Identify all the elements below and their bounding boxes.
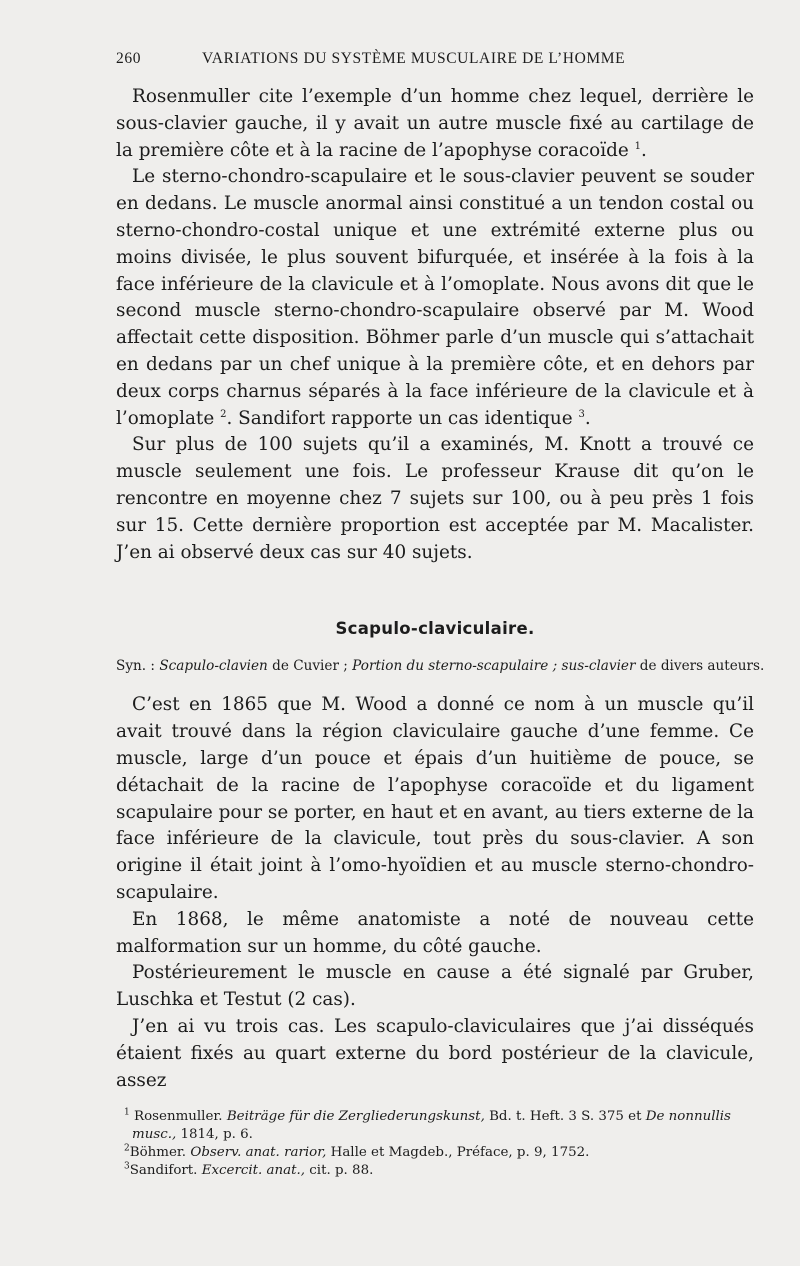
- footnote-work: Observ. anat. rarior,: [190, 1145, 327, 1161]
- syn-text: de divers auteurs.: [635, 658, 765, 675]
- footnote-ref: 1: [634, 140, 641, 152]
- page-number: 260: [116, 50, 142, 67]
- section-title: Scapulo-claviculaire.: [335, 619, 535, 639]
- footnote: [116, 1144, 754, 1162]
- footnote-text: Halle et Magdeb., Préface, p. 9, 1752.: [326, 1145, 590, 1161]
- syn-label: Syn. :: [116, 658, 155, 675]
- footnote: [116, 1162, 754, 1180]
- footnote-number: 1: [124, 1107, 130, 1118]
- paragraph-text: Rosenmuller cite l’exemple d’un homme chez lequel, derrière le sous-clavier gauche, il y avait un autre muscle fixé au cartilage de la première côte et à la racine de l’apophyse coracoïde: [116, 86, 754, 161]
- paragraph-knott: Sur plus de 100 sujets qu’il a examinés, M. Knott a trouvé ce muscle seulement une fois. Le professeur Krause dit qu’on le rencontre en moyenne chez 7 sujets sur 100, ou à peu près 1 fois sur 15. Cette dernière proportion est acceptée par M. Macalister. J’en ai observé deux cas sur 40 sujets.: [116, 434, 754, 563]
- paragraph-wood-1865: C’est en 1865 que M. Wood a donné ce nom à un muscle qu’il avait trouvé dans la région claviculaire gauche d’une femme. Ce muscle, large d’un pouce et épais d’un huitième de pouce, se détachait de la racine de l’apophyse coracoïde et du ligament scapulaire pour se porter, en haut et en avant, au tiers externe de la face inférieure de la clavicule, tout près du sous-clavier. A son origine il était joint à l’omo-hyoïdien et au muscle sterno-chondro-scapulaire.: [116, 694, 754, 903]
- paragraph-sterno-chondro: [116, 164, 754, 432]
- footnote-ref: 3: [578, 408, 585, 420]
- footnote-number: 3: [124, 1161, 130, 1172]
- syn-term: Portion du sterno-scapulaire ; sus-clavier: [352, 658, 636, 675]
- footnote-text: Bd. t. Heft. 3 S. 375 et: [484, 1109, 646, 1125]
- footnote-number: 2: [124, 1143, 130, 1154]
- syn-text: de Cuvier ;: [267, 658, 353, 675]
- paragraph-1868: En 1868, le même anatomiste a noté de nouveau cette malformation sur un homme, du côté gauche.: [116, 908, 754, 957]
- footnote-author: Rosenmuller.: [134, 1109, 223, 1125]
- paragraph-trois-cas: J’en ai vu trois cas. Les scapulo-claviculaires que j’ai disséqués étaient fixés au quart externe du bord postérieur de la clavicule, assez: [116, 1015, 754, 1091]
- footnote-ref: 2: [220, 408, 227, 420]
- paragraph-text: Le sterno-chondro-scapulaire et le sous-clavier peuvent se souder en dedans. Le muscle anormal ainsi constitué a un tendon costal ou sterno-chondro-costal unique et une extrémité externe plus ou moins divisée, le plus souvent bifurquée, et insérée à la fois à la face inférieure de la clavicule et à l’omoplate. Nous avons dit que le second muscle sterno-chondro-scapulaire observé par M. Wood affectait cette disposition. Böhmer parle d’un muscle qui s’attachait en dedans par un chef unique à la première côte, et en dehors par deux corps charnus séparés à la face inférieure de la clavicule et à l’omoplate: [116, 166, 754, 429]
- footnote: [116, 1108, 754, 1144]
- paragraph-text: .: [640, 139, 647, 161]
- syn-term: Scapulo-clavien: [159, 658, 268, 675]
- footnote-author: Sandifort.: [129, 1163, 198, 1179]
- footnote-text: cit. p. 88.: [305, 1163, 374, 1179]
- paragraph-text: .: [584, 407, 591, 429]
- paragraph-rosenmuller: [116, 84, 754, 164]
- footnote-text: 1814, p. 6.: [176, 1127, 253, 1143]
- footnotes: [116, 1108, 754, 1180]
- paragraph-posterieurement: Postérieurement le muscle en cause a été signalé par Gruber, Luschka et Testut (2 cas).: [116, 962, 754, 1011]
- footnote-work: De nonnullis musc.,: [132, 1109, 731, 1143]
- synonyms-line: [116, 656, 765, 676]
- page-body: [116, 84, 765, 1180]
- paragraph-text: . Sandifort rapporte un cas identique: [226, 407, 573, 429]
- running-title: VARIATIONS DU SYSTÈME MUSCULAIRE DE L’HOMME: [202, 50, 626, 67]
- footnote-work: Excercit. anat.,: [201, 1163, 306, 1179]
- footnote-author: Böhmer.: [129, 1145, 187, 1161]
- footnote-work: Beiträge für die Zergliederungskunst,: [226, 1109, 485, 1125]
